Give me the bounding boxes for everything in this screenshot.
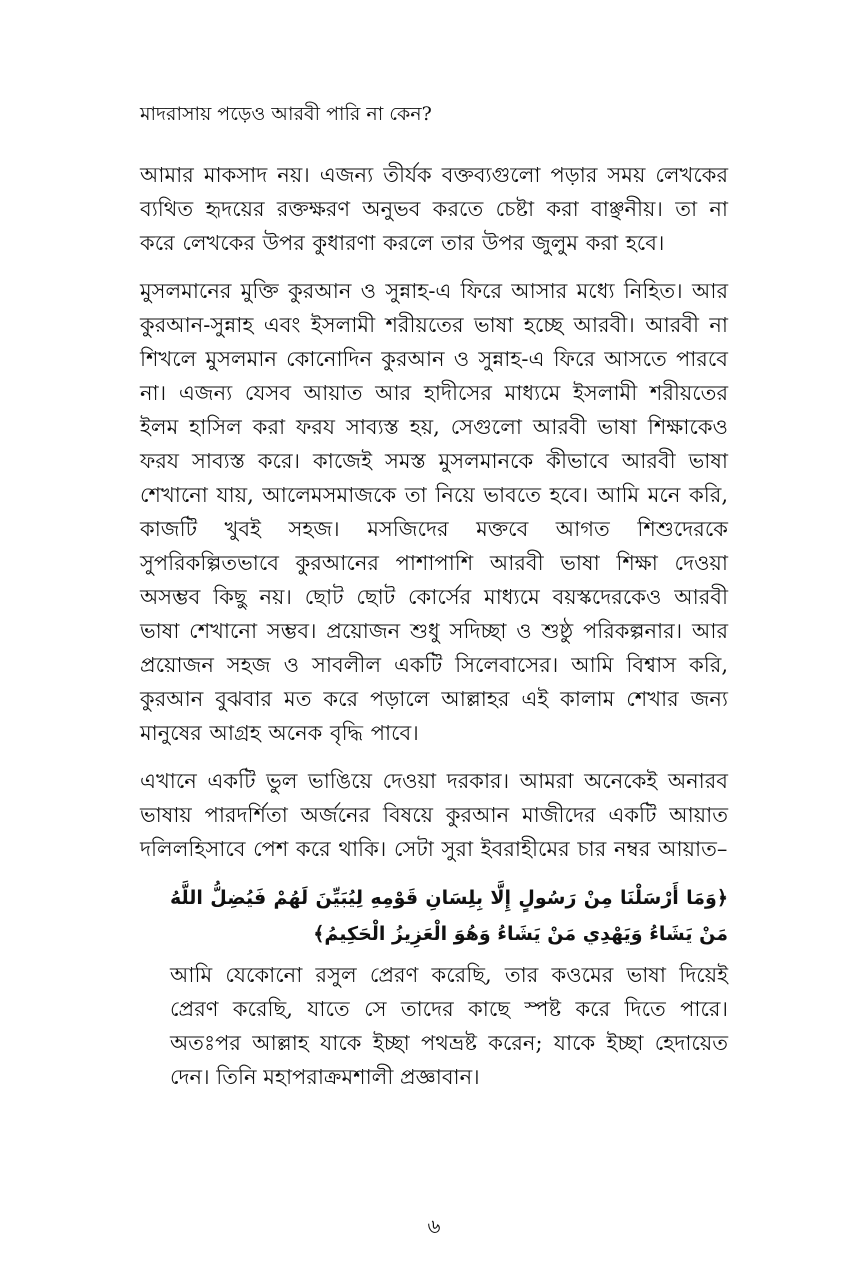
page-number: ৬ [427, 1214, 441, 1238]
page-body [140, 158, 728, 1094]
body-paragraph: এখানে একটি ভুল ভাঙিয়ে দেওয়া দরকার। আমরা অনেকেই অনারব ভাষায় পারদর্শিতা অর্জনের বিষয়ে কুরআন মাজীদের একটি আয়াত দলিলহিসাবে পেশ করে থাকি। সেটা সুরা ইবরাহীমের চার নম্বর আয়াত– [140, 769, 728, 861]
quran-verse: ﴿وَمَا أَرْسَلْنَا مِنْ رَسُولٍ إِلَّا بِلِسَانِ قَوْمِهِ لِيُبَيِّنَ لَهُمْ فَيُضِلُّ اللَّهُ مَنْ يَشَاءُ وَيَهْدِي مَنْ يَشَاءُ وَهُوَ الْعَزِيزُ الْحَكِيمُ﴾ [170, 887, 728, 945]
running-header: মাদরাসায় পড়েও আরবী পারি না কেন? [140, 103, 432, 125]
verse-translation: আমি যেকোনো রসুল প্রেরণ করেছি, তার কওমের ভাষা দিয়েই প্রেরণ করেছি, যাতে সে তাদের কাছে স্পষ্ট করে দিতে পারে। অতঃপর আল্লাহ যাকে ইচ্ছা পথভ্রষ্ট করেন; যাকে ইচ্ছা হেদায়েত দেন। তিনি মহাপরাক্রমশালী প্রজ্ঞাবান। [170, 963, 728, 1089]
body-paragraph: মুসলমানের মুক্তি কুরআন ও সুন্নাহ-এ ফিরে আসার মধ্যে নিহিত। আর কুরআন-সুন্নাহ এবং ইসলামী শরীয়তের ভাষা হচ্ছে আরবী। আরবী না শিখলে মুসলমান কোনোদিন কুরআন ও সুন্নাহ-এ ফিরে আসতে পারবে না। এজন্য যেসব আয়াত আর হাদীসের মাধ্যমে ইসলামী শরীয়তের ইলম হাসিল করা ফরয সাব্যস্ত হয়, সেগুলো আরবী ভাষা শিক্ষাকেও ফরয সাব্যস্ত করে। কাজেই সমস্ত মুসলমানকে কীভাবে আরবী ভাষা শেখানো যায়, আলেমসমাজকে তা নিয়ে ভাবতে হবে। আমি মনে করি, কাজটি খুবই সহজ। মসজিদের মক্তবে আগত শিশুদেরকে সুপরিকল্পিতভাবে কুরআনের পাশাপাশি আরবী ভাষা শিক্ষা দেওয়া অসম্ভব কিছু নয়। ছোট ছোট কোর্সের মাধ্যমে বয়স্কদেরকেও আরবী ভাষা শেখানো সম্ভব। প্রয়োজন শুধু সদিচ্ছা ও শুষ্ঠু পরিকল্পনার। আর প্রয়োজন সহজ ও সাবলীল একটি সিলেবাসের। আমি বিশ্বাস করি, কুরআন বুঝবার মত করে পড়ালে আল্লাহর এই কালাম শেখার জন্য মানুষের আগ্রহ অনেক বৃদ্ধি পাবে। [140, 279, 728, 745]
body-paragraph: আমার মাকসাদ নয়। এজন্য তীর্যক বক্তব্যগুলো পড়ার সময় লেখকের ব্যথিত হৃদয়ের রক্তক্ষরণ অনুভব করতে চেষ্টা করা বাঞ্ছনীয়। তা না করে লেখকের উপর কুধারণা করলে তার উপর জুলুম করা হবে। [140, 163, 728, 255]
